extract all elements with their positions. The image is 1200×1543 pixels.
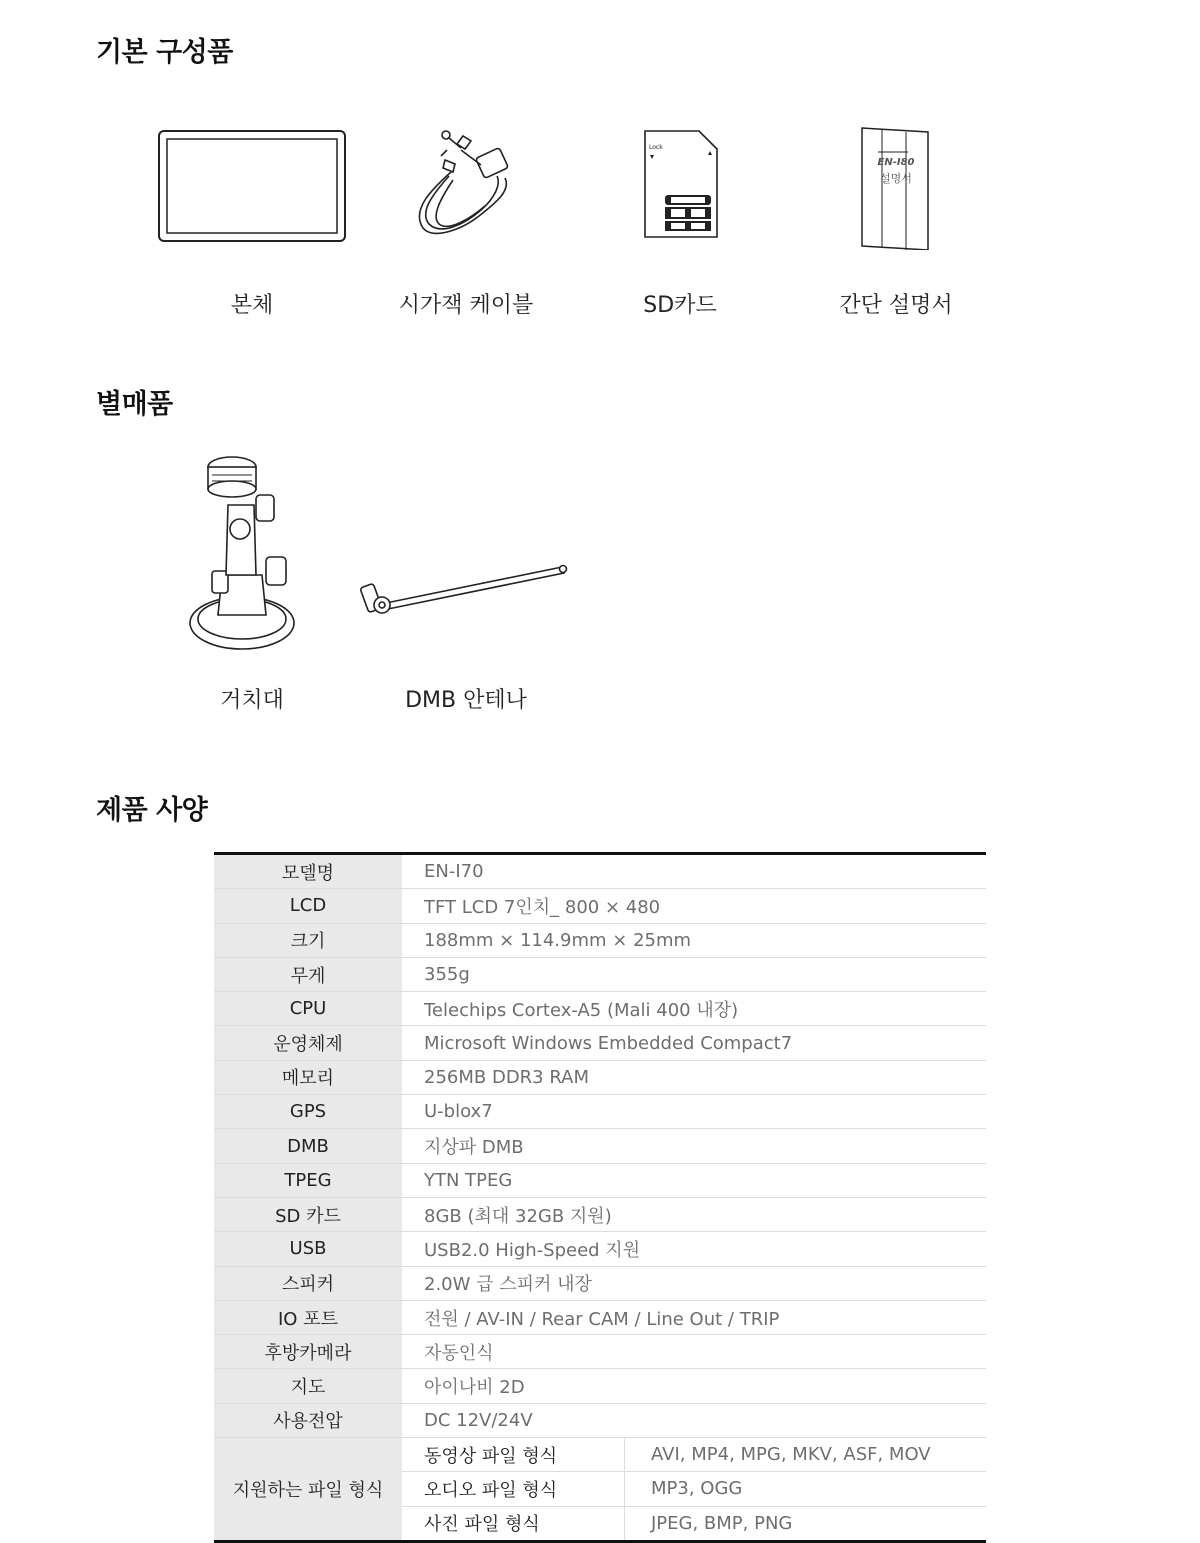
spec-key: USB — [214, 1232, 402, 1266]
spec-row — [214, 1232, 986, 1266]
device-body-icon — [142, 110, 362, 260]
spec-key: 후방카메라 — [214, 1335, 402, 1369]
spec-row — [214, 992, 986, 1026]
spec-value: U-blox7 — [402, 1095, 986, 1129]
file-type: 동영상 파일 형식 — [402, 1438, 625, 1472]
spec-value: Telechips Cortex-A5 (Mali 400 내장) — [402, 992, 986, 1026]
spec-table — [214, 852, 986, 1543]
file-formats: MP3, OGG — [625, 1472, 987, 1506]
spec-value: YTN TPEG — [402, 1163, 986, 1197]
basic-item-body — [142, 110, 362, 318]
spec-row — [214, 889, 986, 923]
spec-row — [214, 1300, 986, 1334]
manual-icon — [786, 110, 1006, 260]
spec-row-file-format — [214, 1438, 986, 1472]
spec-row — [214, 1197, 986, 1231]
spec-row — [214, 1266, 986, 1300]
spec-row — [214, 1335, 986, 1369]
file-formats: JPEG, BMP, PNG — [625, 1506, 987, 1541]
file-type: 오디오 파일 형식 — [402, 1472, 625, 1506]
basic-item-manual — [786, 110, 1006, 318]
spec-key: 운영체제 — [214, 1026, 402, 1060]
spec-row — [214, 923, 986, 957]
manual-title-text: 설명서 — [880, 172, 912, 185]
basic-item-sdcard — [570, 110, 790, 318]
spec-value: 355g — [402, 957, 986, 991]
file-formats: AVI, MP4, MPG, MKV, ASF, MOV — [625, 1438, 987, 1472]
spec-value: USB2.0 High-Speed 지원 — [402, 1232, 986, 1266]
basic-item-label: 본체 — [230, 293, 274, 318]
spec-row — [214, 1403, 986, 1437]
spec-row — [214, 854, 986, 889]
cigar-cable-icon — [356, 110, 576, 260]
spec-key: SD 카드 — [214, 1197, 402, 1231]
basic-item-cable — [356, 110, 576, 318]
manual-model-text: EN-I80 — [877, 157, 915, 168]
spec-key-file-formats: 지원하는 파일 형식 — [214, 1438, 402, 1542]
spec-key: 메모리 — [214, 1060, 402, 1094]
optional-item-label: DMB 안테나 — [405, 688, 527, 713]
optional-item-antenna — [356, 445, 576, 713]
spec-row — [214, 1129, 986, 1163]
spec-key: 지도 — [214, 1369, 402, 1403]
spec-key: 사용전압 — [214, 1403, 402, 1437]
section-title-basic: 기본 구성품 — [96, 37, 233, 68]
spec-value: 2.0W 급 스피커 내장 — [402, 1266, 986, 1300]
spec-value: 188mm × 114.9mm × 25mm — [402, 923, 986, 957]
spec-value: 아이나비 2D — [402, 1369, 986, 1403]
spec-row — [214, 1060, 986, 1094]
spec-key: DMB — [214, 1129, 402, 1163]
spec-value: 자동인식 — [402, 1335, 986, 1369]
spec-row — [214, 1095, 986, 1129]
basic-item-label: 간단 설명서 — [839, 293, 953, 318]
spec-value: DC 12V/24V — [402, 1403, 986, 1437]
basic-item-label: SD카드 — [643, 293, 717, 318]
spec-key: 모델명 — [214, 854, 402, 889]
sd-card-icon — [570, 110, 790, 260]
optional-item-label: 거치대 — [220, 688, 284, 713]
spec-key: TPEG — [214, 1163, 402, 1197]
spec-key: IO 포트 — [214, 1300, 402, 1334]
sd-lock-text: Lock — [649, 144, 663, 151]
spec-row — [214, 957, 986, 991]
section-title-spec: 제품 사양 — [96, 795, 208, 826]
section-title-optional: 별매품 — [96, 389, 173, 420]
spec-key: 크기 — [214, 923, 402, 957]
spec-key: GPS — [214, 1095, 402, 1129]
spec-value: Microsoft Windows Embedded Compact7 — [402, 1026, 986, 1060]
spec-key: LCD — [214, 889, 402, 923]
mount-icon — [142, 445, 362, 665]
antenna-icon — [356, 445, 576, 665]
spec-value: 8GB (최대 32GB 지원) — [402, 1197, 986, 1231]
spec-value: 256MB DDR3 RAM — [402, 1060, 986, 1094]
spec-value: EN-I70 — [402, 854, 986, 889]
spec-key: 무게 — [214, 957, 402, 991]
file-type: 사진 파일 형식 — [424, 1514, 540, 1536]
basic-item-label: 시가잭 케이블 — [398, 293, 534, 318]
spec-row — [214, 1026, 986, 1060]
spec-key: 스피커 — [214, 1266, 402, 1300]
optional-item-mount — [142, 445, 362, 713]
spec-row — [214, 1163, 986, 1197]
spec-value: 지상파 DMB — [402, 1129, 986, 1163]
spec-row — [214, 1369, 986, 1403]
spec-value: 전원 / AV-IN / Rear CAM / Line Out / TRIP — [402, 1300, 986, 1334]
spec-key: CPU — [214, 992, 402, 1026]
spec-value: TFT LCD 7인치_ 800 × 480 — [402, 889, 986, 923]
